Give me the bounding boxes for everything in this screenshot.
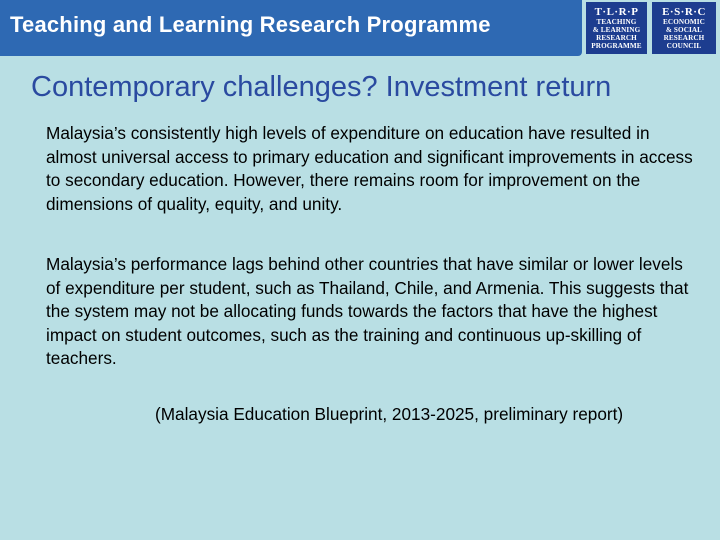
body-paragraph: Malaysia’s consistently high levels of expenditure on education have resulted in almost universal access to primary education and significant improvements in access to secondary education. However, there remains room for improvement on the dimensions of quality, equity, and unity. [46, 123, 693, 214]
tlrp-logo-line: & LEARNING [592, 26, 641, 34]
tlrp-logo-line: PROGRAMME [591, 42, 642, 50]
tlrp-logo [586, 2, 647, 54]
header [0, 0, 720, 56]
esrc-logo-line: RESEARCH [663, 34, 705, 42]
citation: (Malaysia Education Blueprint, 2013-2025, preliminary report) [155, 404, 624, 424]
body-paragraph: Malaysia’s performance lags behind other countries that have similar or lower levels of expenditure per student, such as Thailand, Chile, and Armenia. This suggests that the system may not be allocating funds towards the factors that have the highest impact on student outcomes, such as the training and continuous up-skilling of teachers. [46, 254, 689, 369]
esrc-logo-line: ECONOMIC [663, 18, 705, 26]
esrc-logo-abbr: E·S·R·C [662, 6, 706, 18]
tlrp-logo-line: RESEARCH [596, 34, 637, 42]
tlrp-logo-line: TEACHING [596, 18, 637, 26]
header-bar [0, 0, 582, 56]
esrc-logo [652, 2, 716, 54]
esrc-logo-line: COUNCIL [666, 42, 702, 50]
esrc-logo-line: & SOCIAL [665, 26, 703, 34]
slide-title: Contemporary challenges? Investment return [31, 71, 612, 103]
programme-title: Teaching and Learning Research Programme [10, 12, 491, 37]
tlrp-logo-abbr: T·L·R·P [594, 6, 639, 18]
